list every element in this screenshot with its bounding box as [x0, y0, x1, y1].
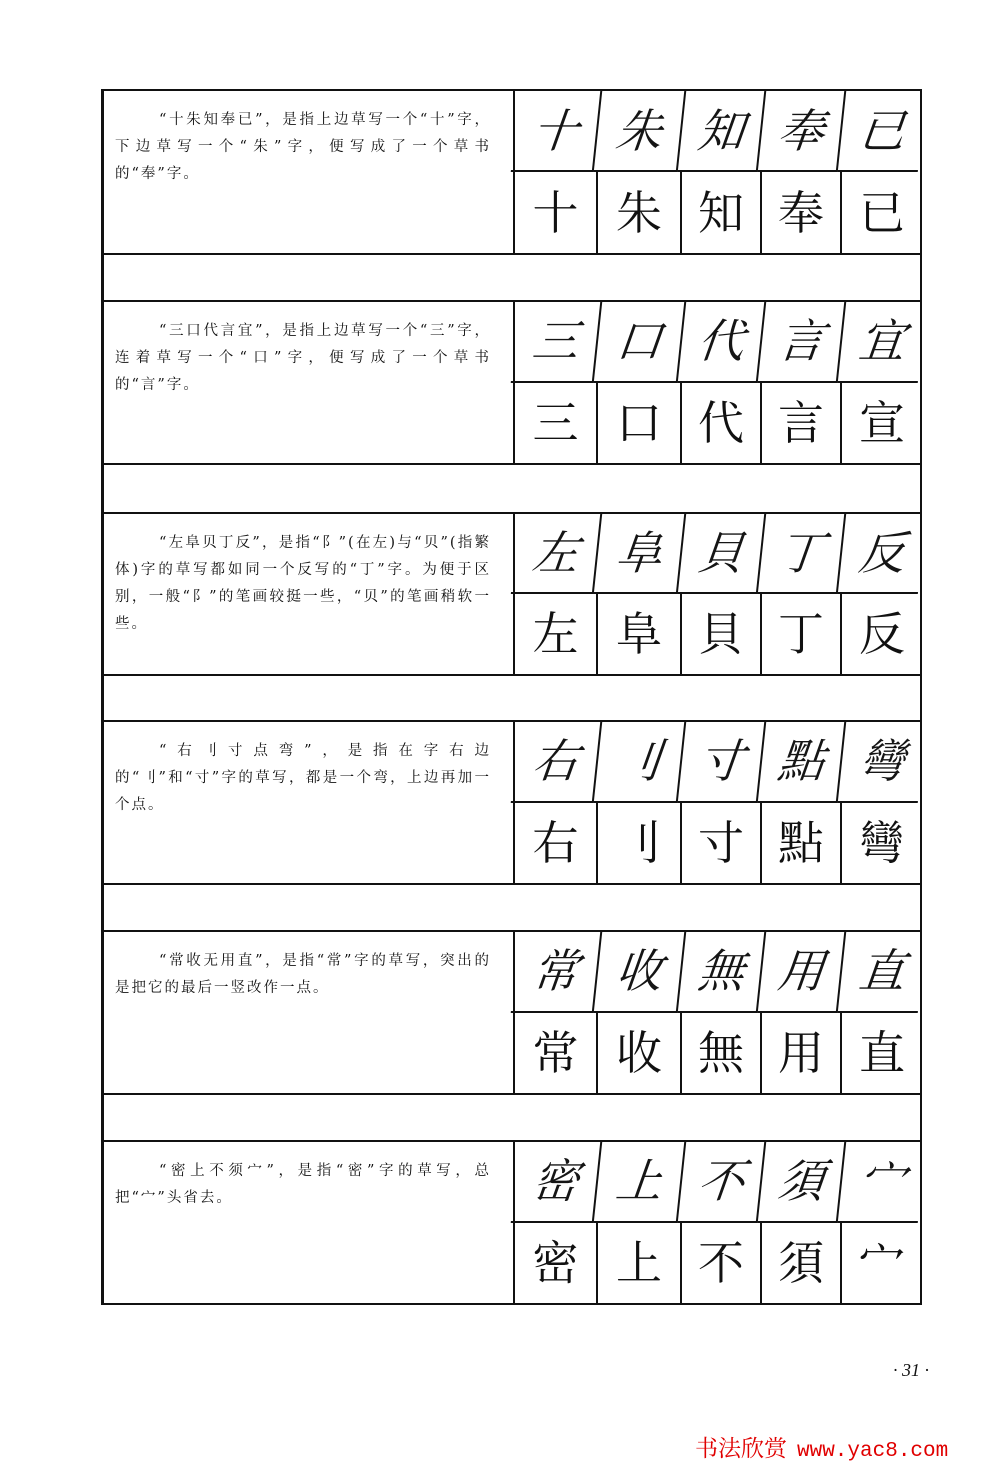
cursive-character-cell: 直 — [838, 932, 926, 1013]
standard-character-cell: 右 — [515, 803, 598, 884]
cursive-character-cell: 朱 — [594, 91, 687, 172]
cursive-character-cell: 宀 — [838, 1142, 926, 1223]
mnemonic-row — [101, 720, 922, 885]
cursive-character-cell: 丁 — [758, 514, 846, 594]
mnemonic-phrase: “密上不须宀” — [159, 1163, 276, 1179]
standard-character-cell: 刂 — [598, 803, 682, 884]
page-number: · 31 · — [893, 1360, 929, 1380]
site-watermark — [695, 1430, 948, 1463]
cursive-character-cell: 彎 — [838, 722, 926, 803]
mnemonic-explanation: ，是指在字右边的“刂”和“寸”字的草写，都是一个弯，上边再加一个点。 — [115, 743, 491, 813]
mnemonic-explanation: ，是指上边草写一个“十”字，下边草写一个“朱”字，便写成了一个草书的“奉”字。 — [115, 112, 491, 182]
mnemonic-explanation: ，是指“阝”(在左)与“贝”(指繁体)字的草写都如同一个反写的“丁”字。为便于区别，一般“阝”的笔画较挺一些，“贝”的笔画稍软一些。 — [115, 535, 492, 632]
mnemonic-row — [101, 512, 922, 676]
character-grid — [515, 91, 922, 253]
cursive-character-cell: 不 — [678, 1142, 766, 1223]
standard-character-cell: 反 — [859, 607, 905, 661]
cursive-character-cell: 知 — [678, 91, 767, 172]
standard-character-cell: 已 — [859, 185, 905, 240]
standard-character-cell: 十 — [515, 172, 598, 253]
cursive-character-cell: 收 — [594, 932, 686, 1013]
mnemonic-phrase: “常收无用直” — [159, 953, 265, 969]
page-frame — [101, 89, 922, 1304]
standard-character-cell: 彎 — [859, 815, 905, 870]
cursive-character-cell: 貝 — [678, 514, 766, 594]
character-grid — [515, 302, 922, 463]
cursive-character-cell: 阜 — [594, 514, 686, 594]
standard-character-cell: 三 — [515, 383, 598, 464]
cursive-character-cell: 右 — [511, 722, 602, 803]
mnemonic-phrase: “三口代言宜” — [159, 323, 265, 339]
mnemonic-description — [101, 722, 515, 883]
cursive-character-cell: 密 — [511, 1142, 602, 1223]
cursive-character-cell: 言 — [758, 302, 846, 383]
standard-character-cell: 口 — [598, 383, 682, 464]
mnemonic-explanation: ，是指“密”字的草写，总把“宀”头省去。 — [115, 1163, 492, 1206]
cursive-character-cell: 上 — [594, 1142, 686, 1223]
mnemonic-description — [101, 91, 515, 253]
standard-character-cell: 左 — [515, 594, 598, 674]
mnemonic-row — [101, 89, 922, 255]
standard-character-cell: 不 — [682, 1223, 762, 1304]
cursive-character-cell: 十 — [511, 91, 603, 172]
standard-character-cell: 朱 — [598, 172, 682, 253]
standard-character-cell: 阜 — [598, 594, 682, 674]
mnemonic-phrase: “左阜贝丁反” — [159, 535, 262, 551]
standard-character-cell: 用 — [762, 1013, 842, 1094]
standard-character-cell: 知 — [682, 172, 762, 253]
standard-character-cell: 宀 — [859, 1235, 905, 1290]
standard-character-cell: 須 — [762, 1223, 842, 1304]
standard-character-cell: 奉 — [762, 172, 842, 253]
cursive-character-cell: 用 — [758, 932, 846, 1013]
cursive-character-cell: 宜 — [838, 302, 926, 383]
mnemonic-row — [101, 1140, 922, 1305]
cursive-character-cell: 奉 — [758, 91, 847, 172]
cursive-character-cell: 刂 — [594, 722, 686, 803]
standard-character-cell: 上 — [598, 1223, 682, 1304]
character-grid — [515, 932, 922, 1093]
cursive-character-cell: 三 — [511, 302, 602, 383]
standard-character-cell: 直 — [859, 1025, 905, 1080]
standard-character-cell: 常 — [515, 1013, 598, 1094]
mnemonic-row — [101, 930, 922, 1095]
mnemonic-row — [101, 300, 922, 465]
cursive-character-cell: 無 — [678, 932, 766, 1013]
cursive-character-cell: 須 — [758, 1142, 846, 1223]
cursive-character-cell: 代 — [678, 302, 766, 383]
cursive-character-cell: 反 — [838, 514, 926, 594]
cursive-character-cell: 左 — [511, 514, 602, 594]
standard-character-cell: 寸 — [682, 803, 762, 884]
character-grid — [515, 1142, 922, 1303]
standard-character-cell: 無 — [682, 1013, 762, 1094]
watermark-text: 书法欣赏 — [695, 1436, 787, 1461]
cursive-character-cell: 點 — [758, 722, 846, 803]
character-grid — [515, 514, 922, 674]
standard-character-cell: 代 — [682, 383, 762, 464]
cursive-character-cell: 已 — [838, 91, 927, 172]
mnemonic-phrase: “右刂寸点弯” — [159, 743, 314, 759]
standard-character-cell: 言 — [762, 383, 842, 464]
standard-character-cell: 貝 — [682, 594, 762, 674]
mnemonic-description — [101, 302, 515, 463]
cursive-character-cell: 寸 — [678, 722, 766, 803]
mnemonic-explanation: ，是指上边草写一个“三”字，连着草写一个“口”字，便写成了一个草书的“言”字。 — [115, 323, 491, 393]
cursive-character-cell: 口 — [594, 302, 686, 383]
watermark-url: www.yac8.com — [797, 1440, 949, 1463]
character-grid — [515, 722, 922, 883]
mnemonic-description — [101, 1142, 515, 1303]
mnemonic-explanation: ，是指“常”字的草写，突出的是把它的最后一竖改作一点。 — [115, 953, 491, 996]
mnemonic-description — [101, 514, 515, 674]
mnemonic-description — [101, 932, 515, 1093]
standard-character-cell: 收 — [598, 1013, 682, 1094]
standard-character-cell: 點 — [762, 803, 842, 884]
standard-character-cell: 丁 — [762, 594, 842, 674]
standard-character-cell: 密 — [515, 1223, 598, 1304]
cursive-character-cell: 常 — [511, 932, 602, 1013]
standard-character-cell: 宣 — [859, 395, 905, 450]
mnemonic-phrase: “十朱知奉已” — [159, 112, 265, 128]
